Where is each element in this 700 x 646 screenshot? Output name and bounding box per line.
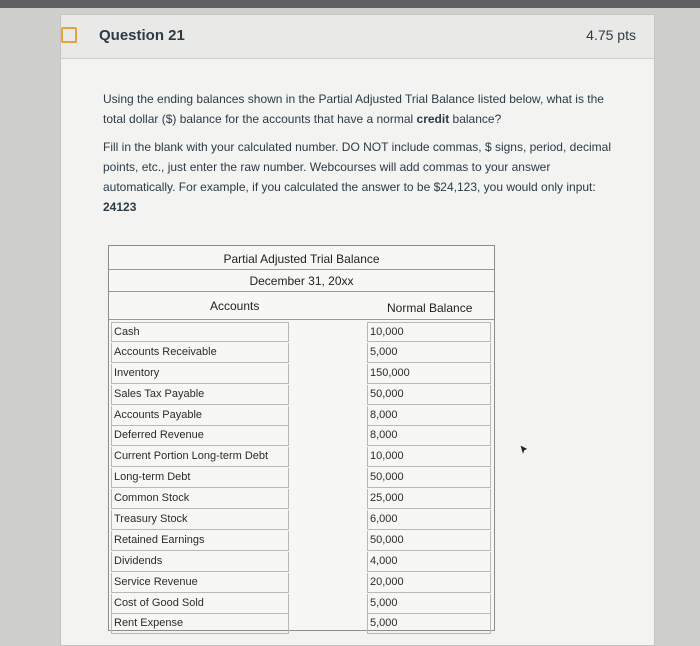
- table-row: [109, 468, 494, 489]
- mouse-pointer-icon: [519, 444, 529, 456]
- account-cell: Rent Expense: [111, 614, 289, 634]
- prompt-bold: credit: [416, 112, 450, 126]
- column-header-normal-balance: Normal Balance: [387, 301, 473, 315]
- account-cell: Common Stock: [111, 489, 289, 509]
- table-row: [109, 406, 494, 427]
- table-row: [109, 531, 494, 552]
- instructions-text: Fill in the blank with your calculated number. DO NOT include commas, $ signs, period, decimal points, etc., just enter the raw number. Webcourses will add commas to your answer automatically. For example, if you calculated the answer to be $24,123, you would only input:: [103, 140, 612, 194]
- account-cell: Accounts Receivable: [111, 343, 289, 363]
- balance-cell: 5,000: [367, 614, 491, 634]
- table-row: [109, 385, 494, 406]
- balance-cell: 4,000: [367, 552, 491, 572]
- balance-cell: 8,000: [367, 406, 491, 426]
- account-cell: Sales Tax Payable: [111, 385, 289, 405]
- balance-cell: 6,000: [367, 510, 491, 530]
- flag-icon[interactable]: [61, 27, 77, 43]
- table-row: [109, 489, 494, 510]
- table-row: [109, 552, 494, 573]
- account-cell: Treasury Stock: [111, 510, 289, 530]
- question-points: 4.75 pts: [586, 27, 636, 43]
- account-cell: Deferred Revenue: [111, 426, 289, 446]
- account-cell: Accounts Payable: [111, 406, 289, 426]
- table-row: [109, 426, 494, 447]
- table-body: [109, 322, 494, 635]
- question-header: [61, 15, 654, 59]
- account-cell: Service Revenue: [111, 573, 289, 593]
- table-row: [109, 322, 494, 343]
- column-header-accounts: Accounts: [210, 299, 260, 313]
- table-row: [109, 343, 494, 364]
- table-title: Partial Adjusted Trial Balance: [109, 246, 494, 270]
- example-input: 24123: [103, 200, 137, 214]
- table-row: [109, 447, 494, 468]
- question-instructions: [103, 137, 623, 217]
- prompt-text: Using the ending balances shown in the Partial Adjusted Trial Balance listed below, what is the total dollar ($) balance for the accounts that have a normal: [103, 92, 604, 126]
- balance-cell: 150,000: [367, 364, 491, 384]
- prompt-text-end: balance?: [449, 112, 502, 126]
- account-cell: Long-term Debt: [111, 468, 289, 488]
- balance-cell: 50,000: [367, 468, 491, 488]
- question-card: [60, 14, 655, 646]
- trial-balance-table: [108, 245, 495, 631]
- window-top-bar: [0, 0, 700, 8]
- table-row: [109, 614, 494, 635]
- balance-cell: 5,000: [367, 594, 491, 614]
- question-title: Question 21: [99, 27, 185, 44]
- balance-cell: 8,000: [367, 426, 491, 446]
- account-cell: Current Portion Long-term Debt: [111, 447, 289, 467]
- table-row: [109, 510, 494, 531]
- balance-cell: 5,000: [367, 343, 491, 363]
- account-cell: Cost of Good Sold: [111, 594, 289, 614]
- question-prompt: [103, 89, 623, 129]
- account-cell: Retained Earnings: [111, 531, 289, 551]
- table-header-row: [109, 292, 494, 320]
- table-row: [109, 364, 494, 385]
- balance-cell: 20,000: [367, 573, 491, 593]
- balance-cell: 50,000: [367, 385, 491, 405]
- balance-cell: 10,000: [367, 322, 491, 342]
- table-row: [109, 573, 494, 594]
- balance-cell: 50,000: [367, 531, 491, 551]
- table-row: [109, 594, 494, 615]
- table-date: December 31, 20xx: [109, 270, 494, 292]
- balance-cell: 25,000: [367, 489, 491, 509]
- account-cell: Inventory: [111, 364, 289, 384]
- account-cell: Cash: [111, 322, 289, 342]
- account-cell: Dividends: [111, 552, 289, 572]
- balance-cell: 10,000: [367, 447, 491, 467]
